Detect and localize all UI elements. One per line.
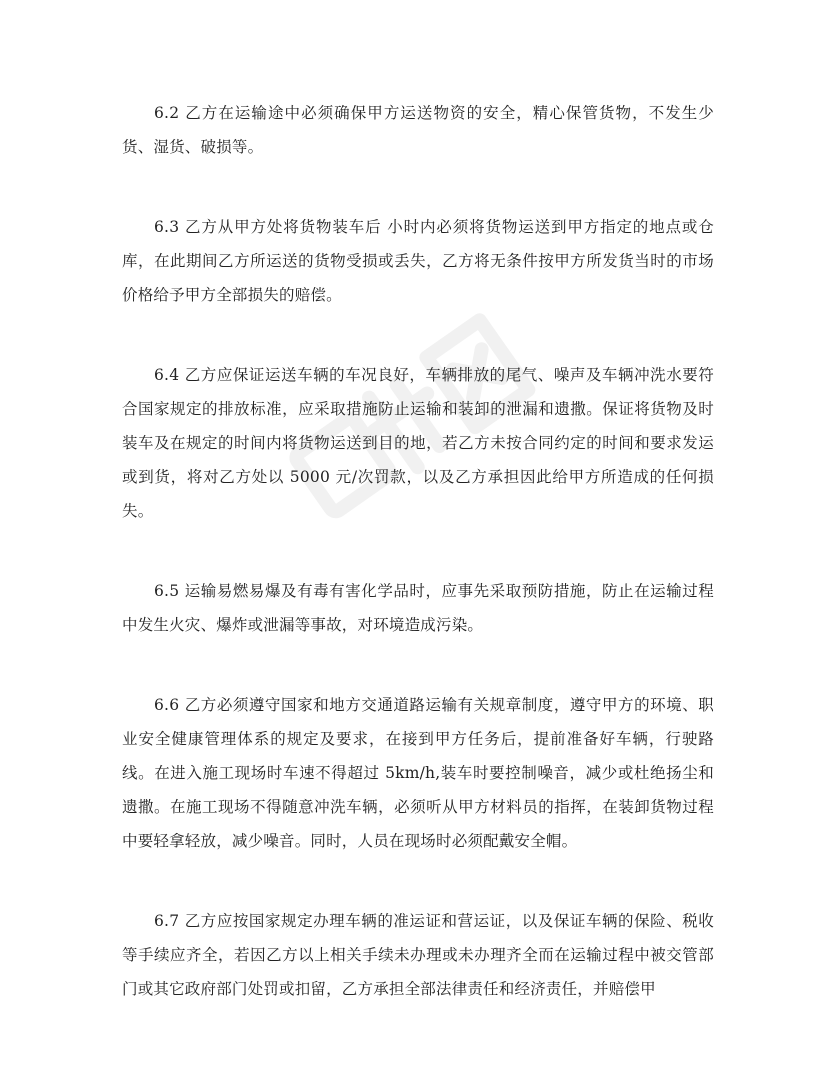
clause-6-5: 6.5 运输易燃易爆及有毒有害化学品时，应事先采取预防措施，防止在运输过程中发生火灾、爆炸或泄漏等事故，对环境造成污染。 <box>122 582 714 634</box>
clause-6-3: 6.3 乙方从甲方处将货物装车后 小时内必须将货物运送到甲方指定的地点或仓库，在此期间乙方所运送的货物受损或丢失，乙方将无条件按甲方所发货当时的市场价格给予甲方全部损失的赔偿。 <box>122 218 714 304</box>
clause-6-6: 6.6 乙方必须遵守国家和地方交通道路运输有关规章制度，遵守甲方的环境、职业安全健康管理体系的规定及要求，在接到甲方任务后，提前准备好车辆，行驶路线。在进入施工现场时车速不得超过 5km/h,装车时要控制噪音，减少或杜绝扬尘和遗撒。在施工现场不得随意冲洗车辆，必须听从甲方材料员的指挥，在装卸货物过程中要轻拿轻放，减少噪音。同时，人员在现场时必须配戴安全帽。 <box>122 696 714 850</box>
clause-6-4: 6.4 乙方应保证运送车辆的车况良好，车辆排放的尾气、噪声及车辆冲洗水要符合国家规定的排放标准，应采取措施防止运输和装卸的泄漏和遗撒。保证将货物及时装车及在规定的时间内将货物运送到目的地，若乙方未按合同约定的时间和要求发运或到货，将对乙方处以 5000 元/次罚款，以及乙方承担因此给甲方所造成的任何损失。 <box>122 366 714 520</box>
document-body <box>122 96 714 1052</box>
clause-6-7: 6.7 乙方应按国家规定办理车辆的准运证和营运证，以及保证车辆的保险、税收等手续应齐全，若因乙方以上相关手续未办理或未办理齐全而在运输过程中被交管部门或其它政府部门处罚或扣留，乙方承担全部法律责任和经济责任，并赔偿甲 <box>122 912 714 998</box>
clause-6-2: 6.2 乙方在运输途中必须确保甲方运送物资的安全，精心保管货物，不发生少货、湿货、破损等。 <box>122 104 714 156</box>
